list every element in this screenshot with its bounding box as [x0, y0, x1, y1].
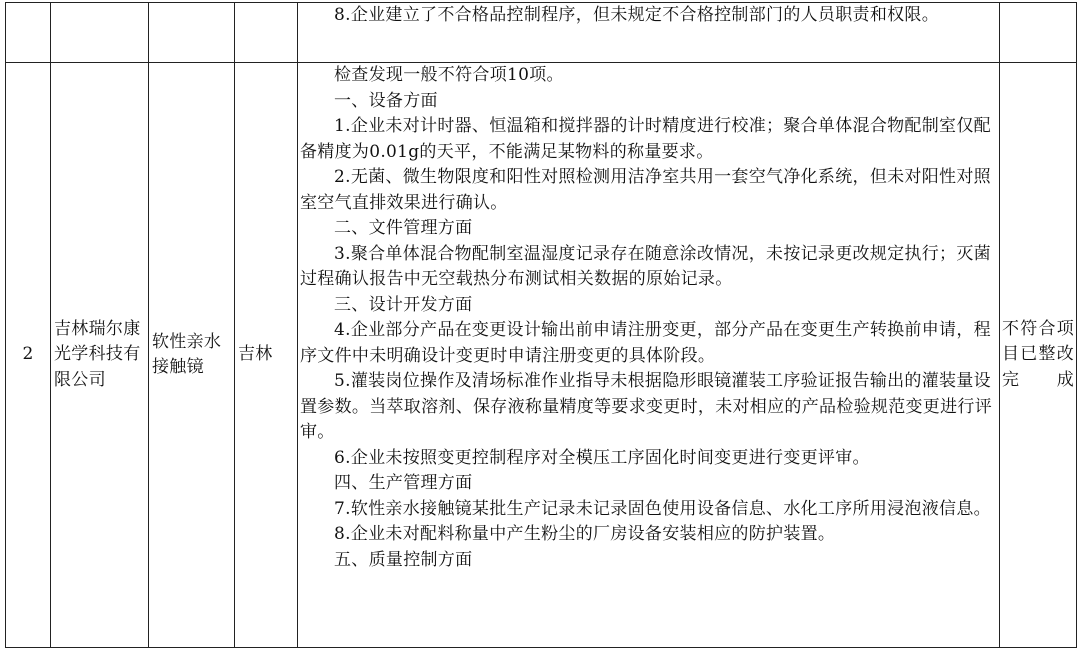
prev-content-line: 8.企业建立了不合格品控制程序，但未规定不合格控制部门的人员职责和权限。: [334, 5, 940, 25]
prev-content-cell: [298, 3, 1000, 63]
region-name: 吉林: [238, 344, 273, 365]
content-line: 1.企业未对计时器、恒温箱和搅拌器的计时精度进行校准；聚合单体混合物配制室仅配备精度为0.01g的天平，不能满足某物料的称量要求。: [300, 116, 991, 162]
company-name: 吉林瑞尔康光学科技有限公司: [54, 318, 141, 390]
company-cell: [51, 63, 149, 648]
row-index: 2: [22, 344, 34, 365]
prev-index-cell: [6, 3, 51, 63]
section-heading: 四、生产管理方面: [334, 473, 473, 493]
result-cell: [1000, 63, 1077, 648]
content-line: 8.企业未对配料称量中产生粉尘的厂房设备安装相应的防护装置。: [334, 524, 836, 544]
prev-product-cell: [149, 3, 235, 63]
region-cell: [235, 63, 298, 648]
section-heading: 三、设计开发方面: [334, 294, 473, 315]
section-heading: 一、设备方面: [334, 90, 438, 111]
content-line: 检查发现一般不符合项10项。: [334, 65, 564, 85]
product-name: 软性亲水接触镜: [152, 331, 222, 377]
content-cell: [298, 63, 1000, 648]
prev-result-cell: [1000, 3, 1077, 63]
content-line: 5.灌装岗位操作及清场标准作业指导未根据隐形眼镜灌装工序验证报告输出的灌装量设置参数。当萃取溶剂、保存液称量精度等要求变更时，未对相应的产品检验规范变更进行评审。: [300, 371, 992, 442]
product-cell: [149, 63, 235, 648]
prev-company-cell: [51, 3, 149, 63]
content-line: 2.无菌、微生物限度和阳性对照检测用洁净室共用一套空气净化系统，但未对阳性对照室空气直排效果进行确认。: [300, 167, 991, 213]
inspection-table: [5, 2, 1077, 648]
section-heading: 五、质量控制方面: [334, 549, 473, 570]
section-heading: 二、文件管理方面: [334, 218, 473, 238]
content-line: 6.企业未按照变更控制程序对全模压工序固化时间变更进行变更评审。: [334, 447, 870, 468]
content-line: 7.软性亲水接触镜某批生产记录未记录固色使用设备信息、水化工序所用浸泡液信息。: [334, 498, 991, 519]
content-line: 4.企业部分产品在变更设计输出前申请注册变更，部分产品在变更生产转换前申请，程序文件中未明确设计变更时申请注册变更的具体阶段。: [300, 320, 991, 366]
content-line: 3.聚合单体混合物配制室温湿度记录存在随意涂改情况，未按记录更改规定执行；灭菌过程确认报告中无空载热分布测试相关数据的原始记录。: [300, 243, 991, 289]
table-row-previous: [6, 3, 1077, 63]
index-cell: [6, 63, 51, 648]
table-row: [6, 63, 1077, 648]
result-text: 不符合项目已整改完成: [1002, 318, 1074, 390]
prev-region-cell: [235, 3, 298, 63]
